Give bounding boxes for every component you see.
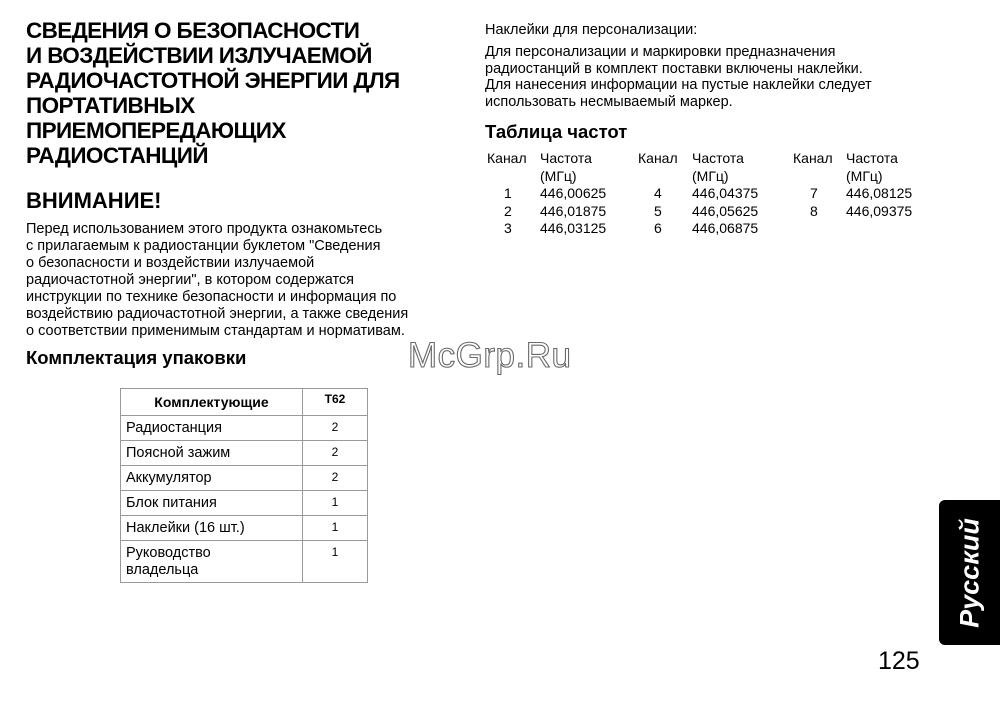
channel-number: 8 bbox=[810, 202, 818, 219]
channel-header: Канал bbox=[793, 150, 833, 166]
table-row bbox=[121, 441, 368, 466]
title-line: РАДИОЧАСТОТНОЙ ЭНЕРГИИ ДЛЯ bbox=[26, 68, 400, 93]
frequency-value: 446,00625 bbox=[540, 185, 607, 201]
frequency-header: Частота bbox=[692, 150, 744, 166]
page-number: 125 bbox=[878, 647, 920, 675]
channel-header: Канал bbox=[487, 150, 527, 166]
frequency-unit: (МГц) bbox=[846, 167, 883, 184]
table-header-row bbox=[121, 389, 368, 416]
channel-number: 2 bbox=[504, 202, 512, 219]
warning-line: о безопасности и воздействии излучаемой bbox=[26, 255, 315, 271]
language-tab-label: Русский bbox=[954, 517, 984, 628]
stickers-line: Для нанесения информации на пустые наклейки следует bbox=[485, 77, 872, 93]
table-row bbox=[121, 516, 368, 541]
frequency-value: 446,03125 bbox=[540, 220, 607, 236]
channel-number: 1 bbox=[504, 185, 512, 201]
frequency-value: 446,09375 bbox=[846, 202, 913, 219]
qty-cell: 1 bbox=[303, 516, 368, 541]
title-line: СВЕДЕНИЯ О БЕЗОПАСНОСТИ bbox=[26, 18, 360, 43]
item-cell: Аккумулятор bbox=[121, 466, 303, 491]
table-row bbox=[121, 541, 368, 583]
qty-cell: 2 bbox=[303, 416, 368, 441]
warning-line: Перед использованием этого продукта ознакомьтесь bbox=[26, 221, 383, 237]
warning-heading: ВНИМАНИЕ! bbox=[26, 188, 162, 213]
channel-number: 5 bbox=[654, 202, 662, 219]
column-header-item: Комплектующие bbox=[121, 389, 303, 416]
table-row bbox=[121, 491, 368, 516]
channel-number: 4 bbox=[654, 185, 662, 201]
qty-cell: 2 bbox=[303, 441, 368, 466]
warning-line: о соответствии применимым стандартам и нормативам. bbox=[26, 323, 405, 339]
table-row bbox=[121, 466, 368, 491]
stickers-line: Для персонализации и маркировки предназначения bbox=[485, 44, 836, 60]
frequency-value: 446,08125 bbox=[846, 185, 913, 201]
title-line: РАДИОСТАНЦИЙ bbox=[26, 143, 208, 168]
frequency-unit: (МГц) bbox=[540, 167, 577, 184]
channel-number: 3 bbox=[504, 220, 512, 236]
stickers-label: Наклейки для персонализации: bbox=[485, 22, 698, 38]
table-row bbox=[121, 416, 368, 441]
channel-header: Канал bbox=[638, 150, 678, 166]
warning-line: с прилагаемым к радиостанции буклетом "Сведения bbox=[26, 238, 381, 254]
frequency-table bbox=[485, 150, 935, 240]
qty-cell: 1 bbox=[303, 491, 368, 516]
warning-line: инструкции по технике безопасности и информация по bbox=[26, 289, 397, 305]
channel-number: 7 bbox=[810, 185, 818, 201]
main-title bbox=[26, 18, 466, 168]
frequency-value: 446,06875 bbox=[692, 220, 759, 236]
stickers-line: использовать несмываемый маркер. bbox=[485, 93, 733, 110]
title-line: ПРИЕМОПЕРЕДАЮЩИХ bbox=[26, 118, 286, 143]
item-cell: Руководство владельца bbox=[121, 541, 303, 583]
title-line: И ВОЗДЕЙСТВИИ ИЗЛУЧАЕМОЙ bbox=[26, 43, 372, 68]
frequency-header: Частота bbox=[540, 150, 592, 166]
title-line: ПОРТАТИВНЫХ bbox=[26, 93, 195, 118]
warning-line: воздействию радиочастотной энергии, а также сведения bbox=[26, 306, 409, 322]
qty-cell: 1 bbox=[303, 541, 368, 583]
frequency-table-heading: Таблица частот bbox=[485, 121, 628, 142]
stickers-paragraph bbox=[485, 44, 925, 110]
stickers-line: радиостанций в комплект поставки включены наклейки. bbox=[485, 60, 863, 77]
channel-number: 6 bbox=[654, 220, 662, 236]
frequency-value: 446,01875 bbox=[540, 202, 607, 219]
frequency-unit: (МГц) bbox=[692, 167, 729, 184]
item-cell: Блок питания bbox=[121, 491, 303, 516]
frequency-value: 446,04375 bbox=[692, 185, 759, 201]
package-contents-table bbox=[120, 388, 368, 583]
column-header-model: T62 bbox=[303, 389, 368, 416]
frequency-value: 446,05625 bbox=[692, 202, 759, 219]
package-contents-heading: Комплектация упаковки bbox=[26, 347, 247, 368]
warning-line: радиочастотной энергии", в котором содержатся bbox=[26, 272, 355, 288]
watermark: McGrp.Ru bbox=[408, 336, 572, 375]
item-cell: Наклейки (16 шт.) bbox=[121, 516, 303, 541]
item-cell: Поясной зажим bbox=[121, 441, 303, 466]
qty-cell: 2 bbox=[303, 466, 368, 491]
warning-paragraph bbox=[26, 221, 466, 340]
item-cell: Радиостанция bbox=[121, 416, 303, 441]
language-tab bbox=[939, 500, 1000, 645]
frequency-header: Частота bbox=[846, 150, 898, 166]
